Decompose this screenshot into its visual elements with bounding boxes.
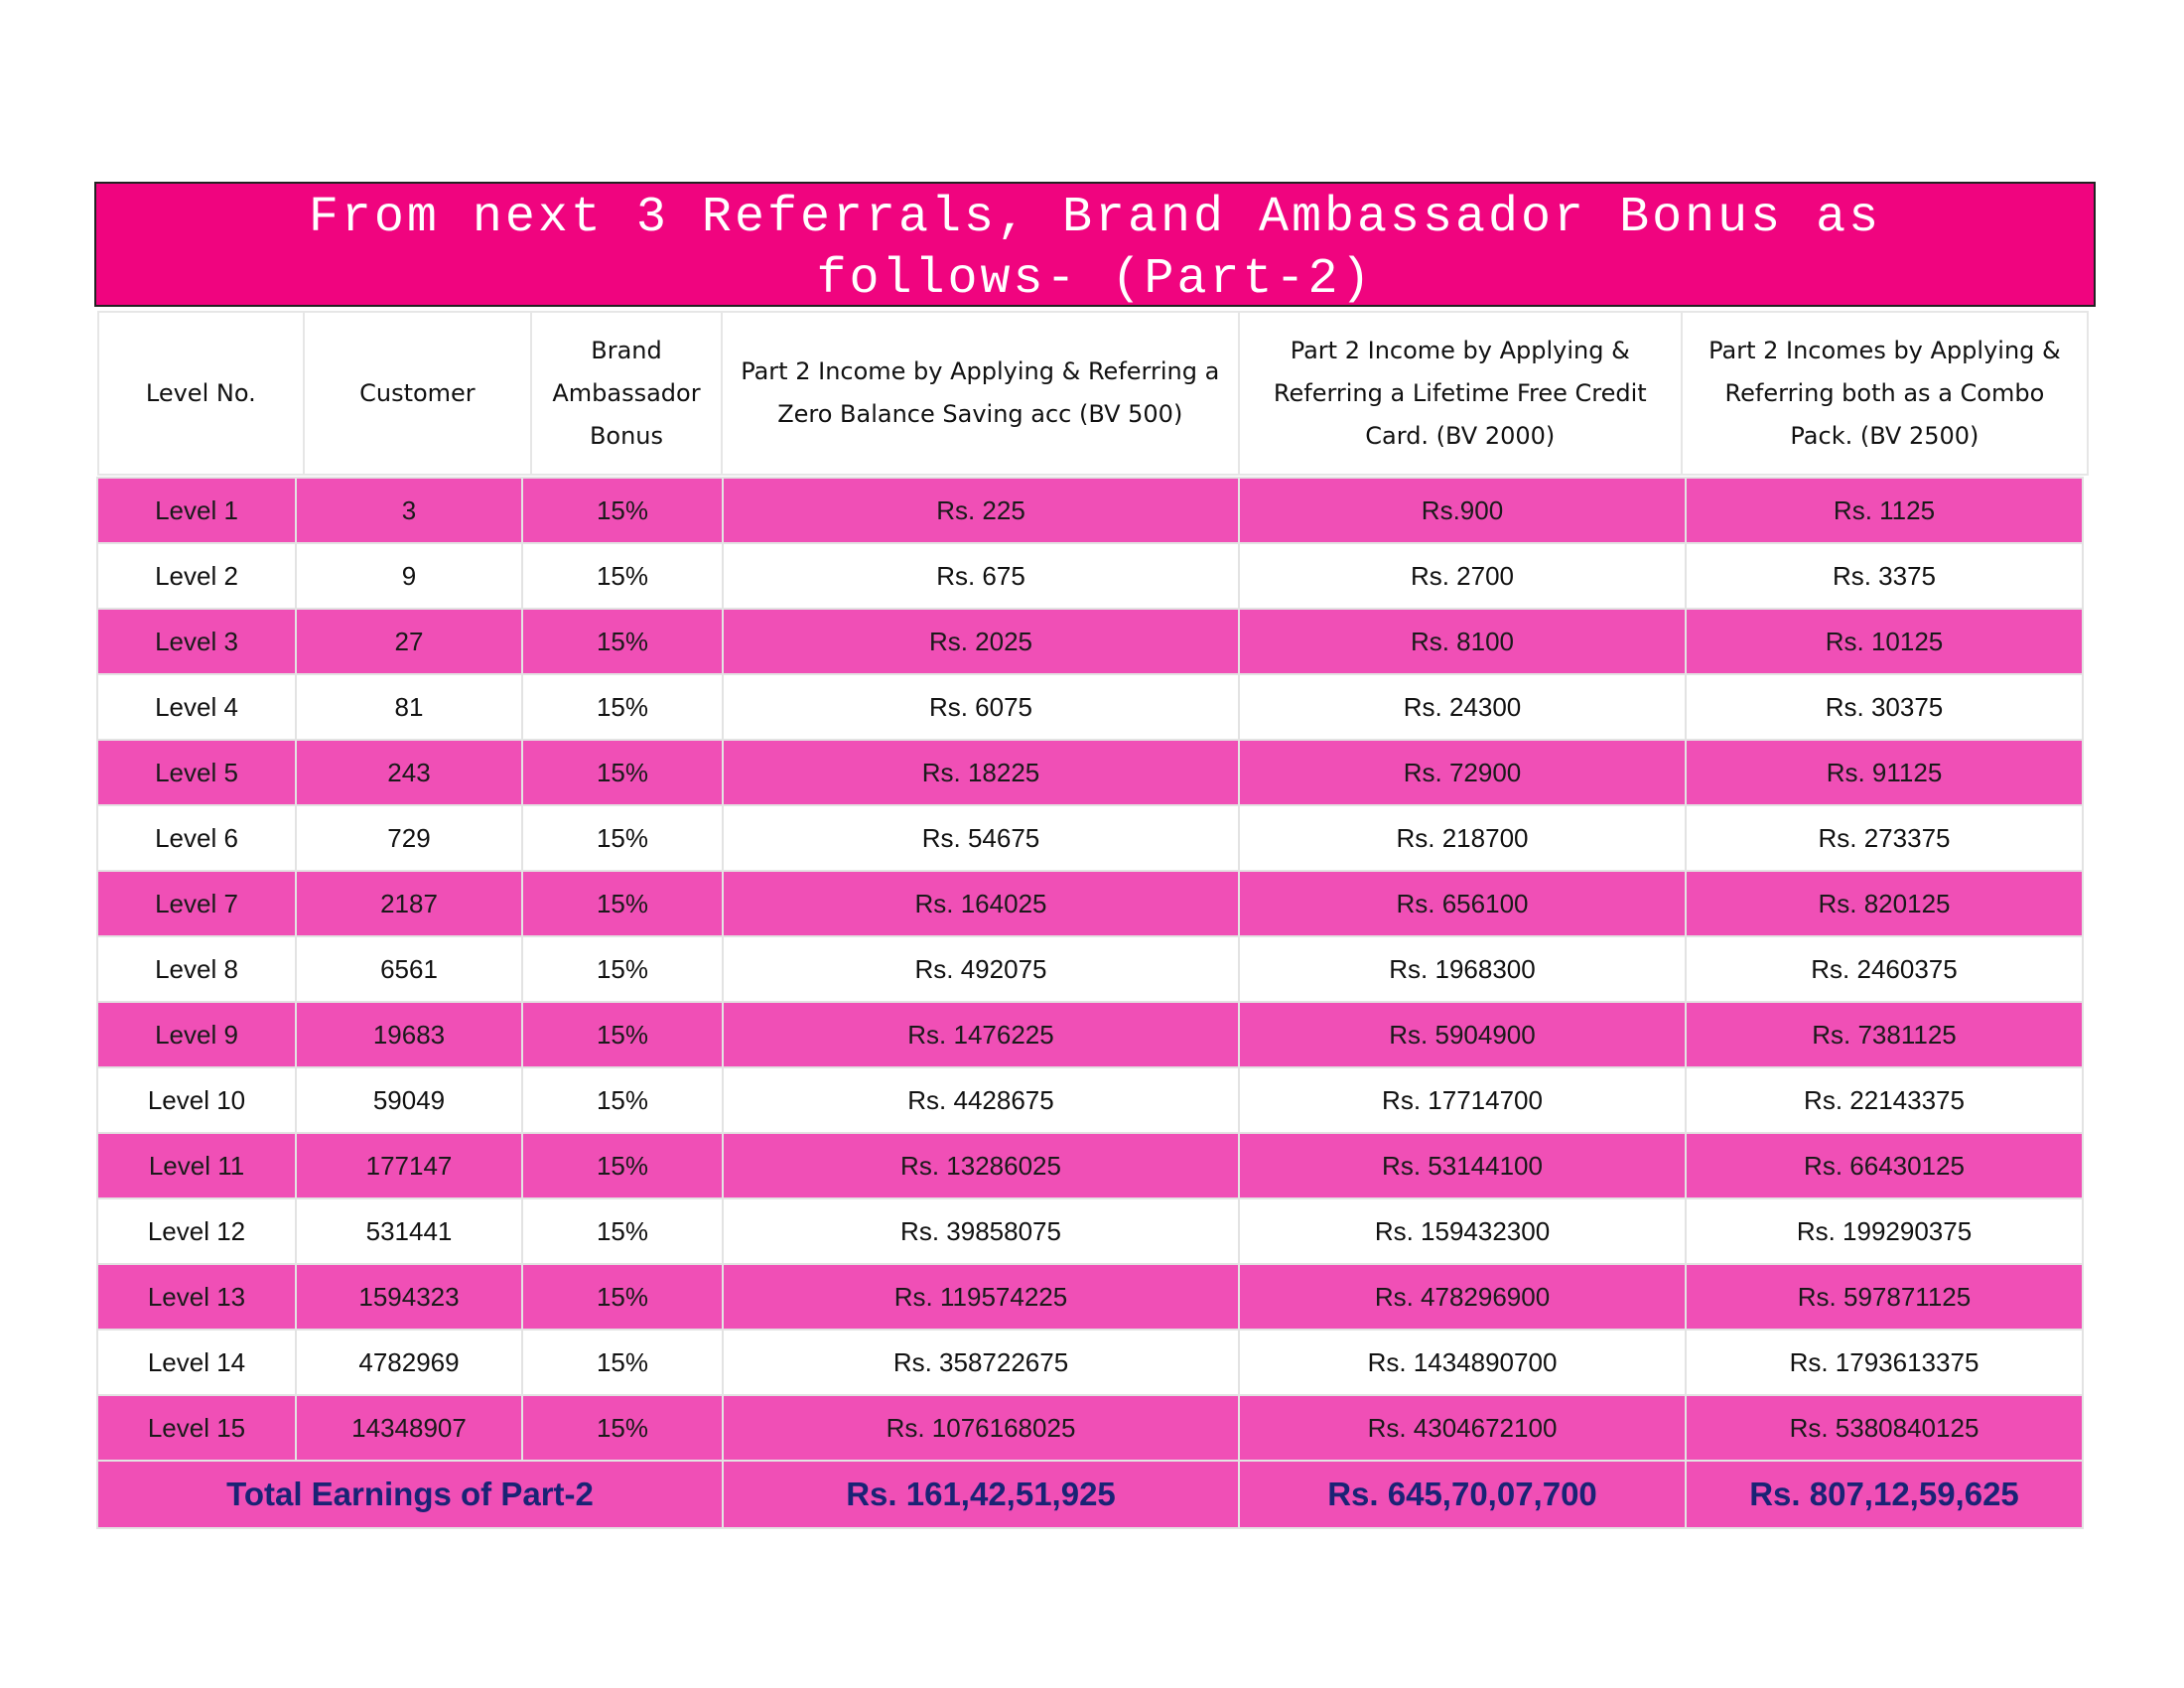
header-credit-card-income: Part 2 Income by Applying & Referring a Lifetime Free Credit Card. (BV 2000) — [1240, 313, 1683, 474]
table-row — [97, 674, 2083, 740]
cell-customer: 9 — [296, 543, 522, 609]
cell-zero-balance-income: Rs. 39858075 — [723, 1198, 1239, 1264]
cell-customer: 177147 — [296, 1133, 522, 1198]
table-row — [97, 936, 2083, 1002]
cell-customer: 14348907 — [296, 1395, 522, 1461]
cell-customer: 81 — [296, 674, 522, 740]
cell-combo-pack-income: Rs. 1125 — [1686, 478, 2083, 543]
cell-zero-balance-income: Rs. 675 — [723, 543, 1239, 609]
cell-bonus: 15% — [522, 936, 723, 1002]
header-level-no: Level No. — [99, 313, 305, 474]
cell-bonus: 15% — [522, 1002, 723, 1067]
cell-zero-balance-income: Rs. 164025 — [723, 871, 1239, 936]
cell-zero-balance-income: Rs. 13286025 — [723, 1133, 1239, 1198]
cell-level: Level 2 — [97, 543, 296, 609]
table-header — [97, 311, 2089, 476]
cell-credit-card-income: Rs.900 — [1239, 478, 1686, 543]
total-combo-pack-income: Rs. 807,12,59,625 — [1686, 1461, 2083, 1528]
cell-credit-card-income: Rs. 1434890700 — [1239, 1330, 1686, 1395]
totals-row — [97, 1461, 2083, 1528]
cell-bonus: 15% — [522, 674, 723, 740]
cell-zero-balance-income: Rs. 1076168025 — [723, 1395, 1239, 1461]
cell-level: Level 15 — [97, 1395, 296, 1461]
table-row — [97, 1198, 2083, 1264]
header-brand-ambassador-bonus: Brand Ambassador Bonus — [532, 313, 723, 474]
table-row — [97, 805, 2083, 871]
cell-customer: 243 — [296, 740, 522, 805]
cell-combo-pack-income: Rs. 597871125 — [1686, 1264, 2083, 1330]
cell-bonus: 15% — [522, 740, 723, 805]
cell-level: Level 1 — [97, 478, 296, 543]
cell-bonus: 15% — [522, 871, 723, 936]
cell-customer: 19683 — [296, 1002, 522, 1067]
cell-customer: 1594323 — [296, 1264, 522, 1330]
cell-zero-balance-income: Rs. 2025 — [723, 609, 1239, 674]
cell-level: Level 12 — [97, 1198, 296, 1264]
cell-bonus: 15% — [522, 805, 723, 871]
cell-credit-card-income: Rs. 5904900 — [1239, 1002, 1686, 1067]
cell-customer: 531441 — [296, 1198, 522, 1264]
cell-credit-card-income: Rs. 4304672100 — [1239, 1395, 1686, 1461]
table-row — [97, 740, 2083, 805]
table-row — [97, 871, 2083, 936]
cell-level: Level 3 — [97, 609, 296, 674]
cell-customer: 729 — [296, 805, 522, 871]
cell-zero-balance-income: Rs. 4428675 — [723, 1067, 1239, 1133]
table-row — [97, 1330, 2083, 1395]
cell-credit-card-income: Rs. 24300 — [1239, 674, 1686, 740]
cell-credit-card-income: Rs. 53144100 — [1239, 1133, 1686, 1198]
cell-credit-card-income: Rs. 2700 — [1239, 543, 1686, 609]
cell-credit-card-income: Rs. 159432300 — [1239, 1198, 1686, 1264]
cell-combo-pack-income: Rs. 66430125 — [1686, 1133, 2083, 1198]
cell-combo-pack-income: Rs. 91125 — [1686, 740, 2083, 805]
cell-bonus: 15% — [522, 1330, 723, 1395]
cell-level: Level 11 — [97, 1133, 296, 1198]
cell-combo-pack-income: Rs. 820125 — [1686, 871, 2083, 936]
table-row — [97, 1133, 2083, 1198]
cell-bonus: 15% — [522, 1395, 723, 1461]
cell-combo-pack-income: Rs. 10125 — [1686, 609, 2083, 674]
cell-level: Level 8 — [97, 936, 296, 1002]
cell-customer: 27 — [296, 609, 522, 674]
cell-level: Level 14 — [97, 1330, 296, 1395]
total-earnings-label: Total Earnings of Part-2 — [97, 1461, 723, 1528]
cell-credit-card-income: Rs. 17714700 — [1239, 1067, 1686, 1133]
table-row — [97, 1002, 2083, 1067]
cell-credit-card-income: Rs. 1968300 — [1239, 936, 1686, 1002]
cell-combo-pack-income: Rs. 273375 — [1686, 805, 2083, 871]
cell-credit-card-income: Rs. 72900 — [1239, 740, 1686, 805]
header-customer: Customer — [305, 313, 533, 474]
cell-zero-balance-income: Rs. 358722675 — [723, 1330, 1239, 1395]
cell-customer: 6561 — [296, 936, 522, 1002]
cell-level: Level 5 — [97, 740, 296, 805]
cell-level: Level 4 — [97, 674, 296, 740]
table-row — [97, 1395, 2083, 1461]
cell-bonus: 15% — [522, 1133, 723, 1198]
header-combo-pack-income: Part 2 Incomes by Applying & Referring both as a Combo Pack. (BV 2500) — [1708, 336, 2061, 450]
cell-bonus: 15% — [522, 1067, 723, 1133]
table-row — [97, 1264, 2083, 1330]
cell-zero-balance-income: Rs. 6075 — [723, 674, 1239, 740]
cell-credit-card-income: Rs. 656100 — [1239, 871, 1686, 936]
cell-bonus: 15% — [522, 609, 723, 674]
cell-combo-pack-income: Rs. 3375 — [1686, 543, 2083, 609]
cell-customer: 2187 — [296, 871, 522, 936]
cell-level: Level 7 — [97, 871, 296, 936]
cell-combo-pack-income: Rs. 7381125 — [1686, 1002, 2083, 1067]
cell-zero-balance-income: Rs. 225 — [723, 478, 1239, 543]
cell-combo-pack-income: Rs. 5380840125 — [1686, 1395, 2083, 1461]
table-row — [97, 478, 2083, 543]
cell-level: Level 13 — [97, 1264, 296, 1330]
cell-zero-balance-income: Rs. 1476225 — [723, 1002, 1239, 1067]
total-zero-balance-income: Rs. 161,42,51,925 — [723, 1461, 1239, 1528]
cell-zero-balance-income: Rs. 119574225 — [723, 1264, 1239, 1330]
page-title: From next 3 Referrals, Brand Ambassador Bonus as follows- (Part-2) — [94, 182, 2096, 307]
cell-credit-card-income: Rs. 8100 — [1239, 609, 1686, 674]
cell-credit-card-income: Rs. 478296900 — [1239, 1264, 1686, 1330]
cell-level: Level 10 — [97, 1067, 296, 1133]
cell-zero-balance-income: Rs. 18225 — [723, 740, 1239, 805]
cell-combo-pack-income: Rs. 2460375 — [1686, 936, 2083, 1002]
cell-customer: 59049 — [296, 1067, 522, 1133]
table-row — [97, 609, 2083, 674]
cell-combo-pack-income: Rs. 30375 — [1686, 674, 2083, 740]
cell-combo-pack-income: Rs. 22143375 — [1686, 1067, 2083, 1133]
cell-level: Level 6 — [97, 805, 296, 871]
cell-credit-card-income: Rs. 218700 — [1239, 805, 1686, 871]
table-row — [97, 543, 2083, 609]
cell-customer: 3 — [296, 478, 522, 543]
table-row — [97, 1067, 2083, 1133]
cell-combo-pack-income: Rs. 1793613375 — [1686, 1330, 2083, 1395]
cell-bonus: 15% — [522, 1264, 723, 1330]
header-zero-balance-income: Part 2 Income by Applying & Referring a Zero Balance Saving acc (BV 500) — [723, 313, 1240, 474]
cell-zero-balance-income: Rs. 492075 — [723, 936, 1239, 1002]
bonus-table — [96, 477, 2084, 1529]
cell-bonus: 15% — [522, 478, 723, 543]
cell-bonus: 15% — [522, 1198, 723, 1264]
total-credit-card-income: Rs. 645,70,07,700 — [1239, 1461, 1686, 1528]
cell-bonus: 15% — [522, 543, 723, 609]
cell-level: Level 9 — [97, 1002, 296, 1067]
cell-combo-pack-income: Rs. 199290375 — [1686, 1198, 2083, 1264]
cell-customer: 4782969 — [296, 1330, 522, 1395]
cell-zero-balance-income: Rs. 54675 — [723, 805, 1239, 871]
